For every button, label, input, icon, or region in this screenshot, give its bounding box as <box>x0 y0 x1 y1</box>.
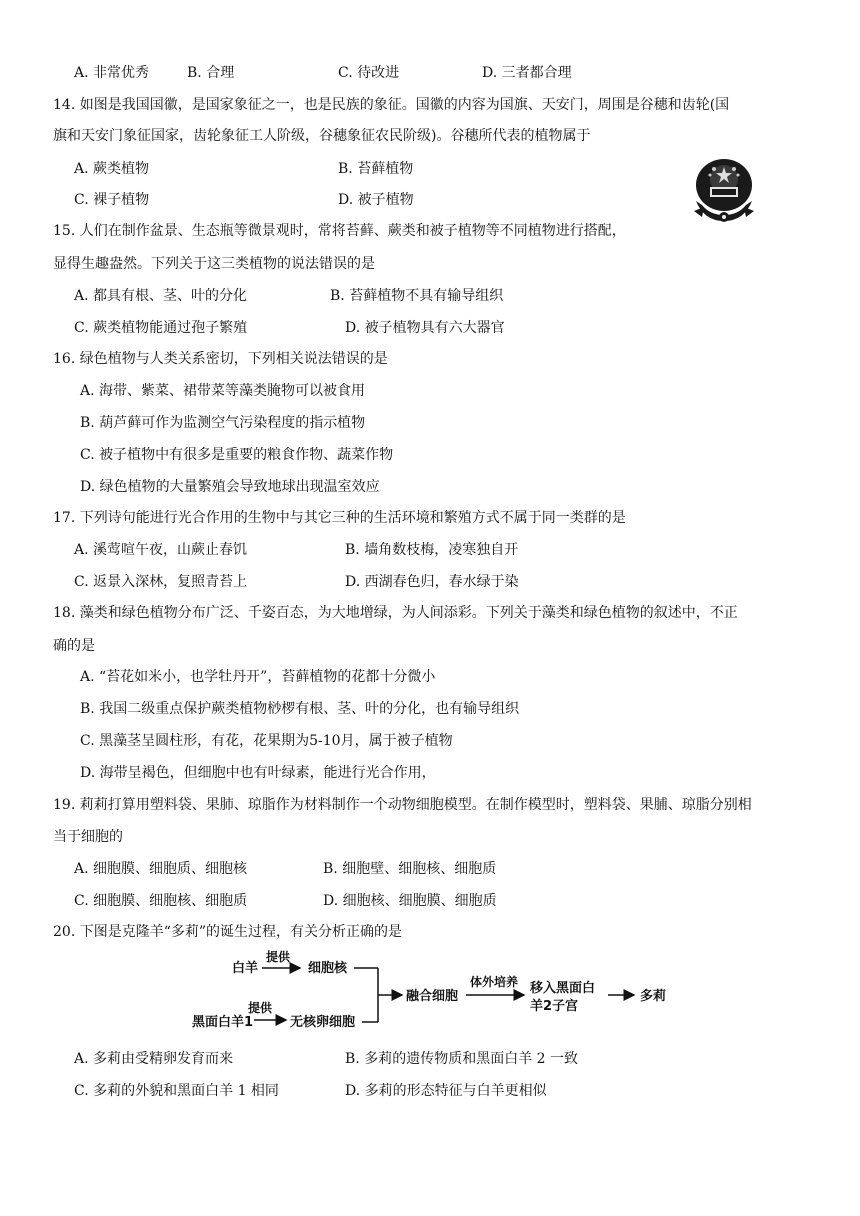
q17-stem-line1: 17. 下列诗句能进行光合作用的生物中与其它三种的生活环境和繁殖方式不属于同一类群的是 <box>53 510 626 526</box>
q17-option-d: D. 西湖春色归，春水绿于染 <box>345 574 519 590</box>
diagram-fused-cell: 融合细胞 <box>406 989 459 1004</box>
q19-option-b: B. 细胞壁、细胞核、细胞质 <box>323 861 497 877</box>
q13-option-d: D. 三者都合理 <box>482 65 572 81</box>
q15-stem-line2: 显得生趣盎然。下列关于这三类植物的说法错误的是 <box>53 256 375 272</box>
q20-stem-line1: 20. 下图是克隆羊“多莉”的诞生过程，有关分析正确的是 <box>53 924 403 940</box>
q19-stem-line2: 当于细胞的 <box>53 829 123 845</box>
diagram-culture: 体外培养 <box>470 975 519 989</box>
q16-stem-line1: 16. 绿色植物与人类关系密切，下列相关说法错误的是 <box>53 351 388 367</box>
q14-stem-line2: 旗和天安门象征国家，齿轮象征工人阶级，谷穗象征农民阶级)。谷穗所代表的植物属于 <box>53 128 591 144</box>
q19-stem-line1: 19. 莉莉打算用塑料袋、果肺、琼脂作为材料制作一个动物细胞模型。在制作模型时，塑料袋、果脯、琼脂分别相 <box>53 797 752 813</box>
diagram-nucleus: 细胞核 <box>308 961 348 976</box>
q13-option-a: A. 非常优秀 <box>74 65 150 81</box>
diagram-dolly: 多莉 <box>640 989 667 1004</box>
cloning-diagram <box>190 950 690 1040</box>
q20-option-a: A. 多莉由受精卵发育而来 <box>74 1051 234 1067</box>
diagram-transfer-line2: 羊2子宫 <box>530 999 579 1014</box>
q18-option-a: A. “苔花如米小，也学牡丹开”，苔藓植物的花都十分微小 <box>80 669 436 685</box>
q20-option-c: C. 多莉的外貌和黑面白羊 1 相同 <box>74 1083 279 1099</box>
q14-option-c: C. 裸子植物 <box>74 192 150 208</box>
q13-option-b: B. 合理 <box>187 65 235 81</box>
diagram-white-sheep: 白羊 <box>232 961 259 976</box>
q15-option-c: C. 蕨类植物能通过孢子繁殖 <box>74 320 248 336</box>
q19-option-a: A. 细胞膜、细胞质、细胞核 <box>74 861 248 877</box>
q15-option-b: B. 苔藓植物不具有输导组织 <box>330 288 504 304</box>
diagram-provide-bottom: 提供 <box>248 1001 273 1015</box>
national-emblem-image <box>690 155 758 225</box>
q20-option-b: B. 多莉的遗传物质和黑面白羊 2 一致 <box>345 1051 578 1067</box>
diagram-provide-top: 提供 <box>266 950 291 964</box>
q19-option-c: C. 细胞膜、细胞核、细胞质 <box>74 893 248 909</box>
q19-option-d: D. 细胞核、细胞膜、细胞质 <box>323 893 497 909</box>
q17-option-c: C. 返景入深林，复照青苔上 <box>74 574 248 590</box>
q14-option-b: B. 苔藓植物 <box>338 161 414 177</box>
q15-option-a: A. 都具有根、茎、叶的分化 <box>74 288 248 304</box>
q14-option-a: A. 蕨类植物 <box>74 161 150 177</box>
q16-option-b: B. 葫芦藓可作为监测空气污染程度的指示植物 <box>80 415 366 431</box>
q15-stem-line1: 15. 人们在制作盆景、生态瓶等微景观时，常将苔藓、蕨类和被子植物等不同植物进行搭配， <box>53 223 626 239</box>
q18-option-b: B. 我国二级重点保护蕨类植物桫椤有根、茎、叶的分化，也有输导组织 <box>80 701 520 717</box>
q13-option-c: C. 待改进 <box>338 65 400 81</box>
q18-stem-line2: 确的是 <box>53 638 95 654</box>
diagram-enucleated-egg: 无核卵细胞 <box>290 1015 356 1030</box>
q14-option-d: D. 被子植物 <box>338 192 414 208</box>
q16-option-a: A. 海带、紫菜、裙带菜等藻类腌物可以被食用 <box>80 383 366 399</box>
q14-stem-line1: 14. 如图是我国国徽，是国家象征之一，也是民族的象征。国徽的内容为国旗、天安门，周围是谷穗和齿轮(国 <box>53 97 730 113</box>
q17-option-a: A. 溪莺喧午夜，山蕨止春饥 <box>74 542 248 558</box>
q15-option-d: D. 被子植物具有六大器官 <box>345 320 505 336</box>
q17-option-b: B. 墙角数枝梅，凌寒独自开 <box>345 542 519 558</box>
q16-option-c: C. 被子植物中有很多是重要的粮食作物、蔬菜作物 <box>80 447 394 463</box>
q18-option-c: C. 黑藻茎呈圆柱形，有花，花果期为5-10月，属于被子植物 <box>80 733 453 749</box>
q20-option-d: D. 多莉的形态特征与白羊更相似 <box>345 1083 547 1099</box>
q18-option-d: D. 海带呈褐色，但细胞中也有叶绿素，能进行光合作用， <box>80 765 436 781</box>
q16-option-d: D. 绿色植物的大量繁殖会导致地球出现温室效应 <box>80 479 380 495</box>
diagram-transfer-line1: 移入黑面白 <box>530 981 596 996</box>
diagram-black-sheep-1: 黑面白羊1 <box>192 1015 254 1030</box>
q18-stem-line1: 18. 藻类和绿色植物分布广泛、千姿百态，为大地增绿，为人间添彩。下列关于藻类和绿色植物的叙述中，不正 <box>53 605 738 621</box>
